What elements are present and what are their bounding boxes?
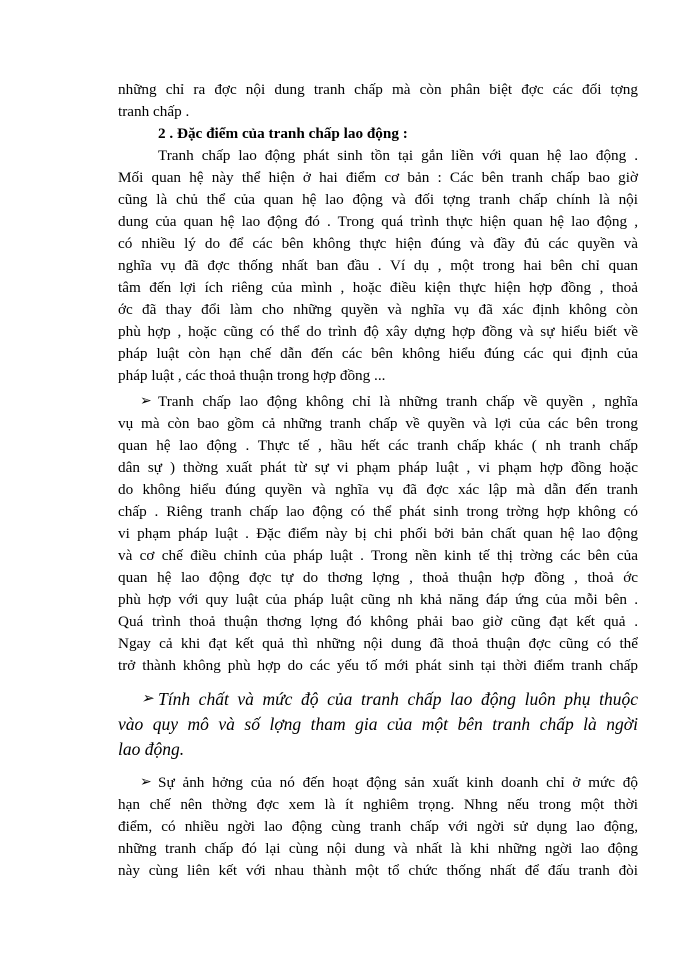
document-page — [118, 79, 638, 882]
p3-line-1 — [118, 687, 638, 712]
section-heading: 2 . Đặc điểm của tranh chấp lao động : — [158, 125, 408, 142]
p2-line-1-text: Tranh chấp lao động không chỉ là những tranh chấp về quyền , nghĩa — [158, 393, 638, 410]
paragraph-3 — [118, 687, 638, 762]
paragraph-1 — [118, 145, 638, 387]
p1-line-2: Mối quan hệ này thể hiện ở hai điểm cơ bản : Các bên tranh chấp bao giờ — [118, 169, 638, 186]
p3-line-2: vào quy mô và số lợng tham gia của một bên tranh chấp là ngời — [118, 714, 638, 734]
p1-line-8: ớc đã thay đổi làm cho những quyền và nghĩa vụ đã xác định không còn — [118, 301, 638, 318]
arrowhead-bullet-icon: ➢ — [140, 394, 152, 409]
arrowhead-bullet-icon: ➢ — [141, 691, 154, 707]
p3-line-3: lao động. — [118, 739, 185, 759]
p2-line-11: Quá trình thoả thuận thơng lợng đó không phải bao giờ cũng đạt kết quả . — [118, 613, 638, 630]
p2-line-5: do không hiểu đúng quyền và nghĩa vụ đã đợc xác lập mà dẫn đến tranh — [118, 481, 638, 498]
paragraph-4 — [118, 772, 638, 882]
p2-line-4: dân sự ) thờng xuất phát từ sự vi phạm pháp luật , vi phạm hợp đồng hoặc — [118, 459, 638, 476]
p4-line-3: điểm, có nhiều ngời lao động cùng tranh chấp với ngời sử dụng lao động, — [118, 818, 638, 835]
p4-line-2: hạn chế nên thờng đợc xem là ít nghiêm trọng. Nhng nếu trong một thời — [118, 796, 638, 813]
p1-line-11: pháp luật , các thoả thuận trong hợp đồng ... — [118, 367, 386, 384]
p1-line-10: pháp luật còn hạn chế dẫn đến các bên không hiểu đúng các qui định của — [118, 345, 638, 362]
p2-line-8: và cơ chế điều chỉnh của pháp luật . Trong nền kinh tế thị trờng các bên của — [118, 547, 638, 564]
p2-line-12: Ngay cả khi đạt kết quả thì những nội dung đã thoả thuận đợc cũng có thể — [118, 635, 638, 652]
p4-line-4: những tranh chấp đó lại cùng nội dung và nhất là khi những ngời lao động — [118, 840, 638, 857]
p1-line-4: dung của quan hệ lao động đó . Trong quá trình thực hiện quan hệ lao động , — [118, 213, 638, 230]
p3-line-1-text: Tính chất và mức độ của tranh chấp lao động luôn phụ thuộc — [158, 689, 638, 709]
p2-line-6: chấp . Riêng tranh chấp lao động có thể phát sinh trong trờng hợp không có — [118, 503, 638, 520]
p2-line-7: vi phạm pháp luật . Đặc điểm này bị chi phối bởi bản chất quan hệ lao động — [118, 525, 638, 542]
intro-line-2: tranh chấp . — [118, 103, 190, 120]
p1-line-1: Tranh chấp lao động phát sinh tồn tại gắn liền với quan hệ lao động . — [158, 147, 638, 164]
p1-line-3: cũng là chủ thể của quan hệ lao động và đối tợng tranh chấp chính là nội — [118, 191, 638, 208]
p4-line-5: này cùng liên kết với nhau thành một tổ chức thống nhất để đấu tranh đòi — [118, 862, 638, 879]
p1-line-7: tâm đến lợi ích riêng của mình , hoặc điều kiện thực hiện hợp đồng , thoả — [118, 279, 638, 296]
p4-line-1 — [118, 772, 638, 794]
p1-line-5: có nhiều lý do để các bên không thực hiện đúng và đầy đủ các quyền và — [118, 235, 638, 252]
p1-line-9: phù hợp , hoặc cũng có thể do trình độ xây dựng hợp đồng và sự hiểu biết về — [118, 323, 638, 340]
p2-line-9: quan hệ lao động đợc tự do thơng lợng , thoả thuận hợp đồng , thoả ớc — [118, 569, 638, 586]
p2-line-1 — [118, 391, 638, 413]
paragraph-2 — [118, 391, 638, 677]
p2-line-2: vụ mà còn bao gồm cả những tranh chấp về quyền và lợi của các bên trong — [118, 415, 638, 432]
intro-line-1: những chỉ ra đợc nội dung tranh chấp mà còn phân biệt đợc các đối tợng — [118, 81, 638, 98]
p2-line-10: phù hợp với quy luật của pháp luật cũng nh khả năng đáp ứng của mỗi bên . — [118, 591, 638, 608]
p2-line-3: quan hệ lao động . Thực tế , hầu hết các tranh chấp khác ( nh tranh chấp — [118, 437, 638, 454]
p4-line-1-text: Sự ảnh hởng của nó đến hoạt động sản xuất kinh doanh chỉ ở mức độ — [158, 774, 638, 791]
arrowhead-bullet-icon: ➢ — [140, 775, 152, 790]
p1-line-6: nghĩa vụ đã đợc thống nhất ban đầu . Ví dụ , một trong hai bên chỉ quan — [118, 257, 638, 274]
p2-line-13: trở thành không phù hợp do các yếu tố mới phát sinh tại thời điểm tranh chấp — [118, 657, 638, 674]
